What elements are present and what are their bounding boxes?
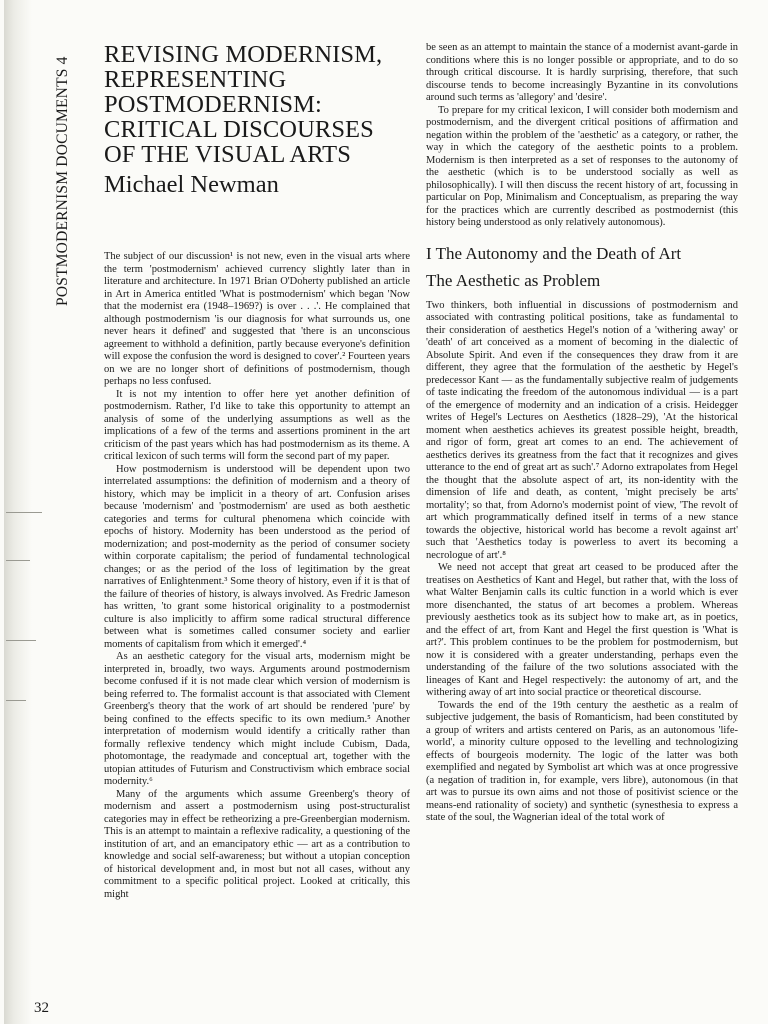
section-heading: I The Autonomy and the Death of Art bbox=[426, 243, 682, 263]
scan-artifact bbox=[6, 640, 36, 641]
body-paragraph: How postmodernism is understood will be dependent upon two interrelated assumptions: the definition of modernism and a theory of history, which may be implicit in a theory of art. Confusion arises because 'modernism' and 'postmodernism' are used as both aesthetic categories and terms for cultural phenomena which coincide with epochs of history. Modernity has been understood as the period of modernization; and post-modernity as the period of consumer society within corporate capitalism; the period of fundamental technological changes; or as the period of the loss of legitimation by the great narratives of Enlightenment.³ Some theory of history, even if it is that of the failure of theories of history, is always involved. As Fredric Jameson has written, 'to grant some historical originality to a postmodernist culture is also implicitly to affirm some radical structural difference between what is sometimes called consumer society and earlier moments of capitalism from which it emerged'.⁴ bbox=[104, 463, 410, 650]
article-author: Michael Newman bbox=[104, 171, 279, 198]
running-series-title: POSTMODERNISM DOCUMENTS 4 bbox=[54, 56, 71, 306]
subsection-heading: The Aesthetic as Problem bbox=[426, 270, 601, 290]
title-line: REPRESENTING bbox=[104, 66, 287, 93]
title-line: POSTMODERNISM: bbox=[104, 91, 322, 118]
body-paragraph: be seen as an attempt to maintain the stance of a modernist avant-garde in conditions where this is no longer possible or appropriate, and to do so through critical discourse. It is hardly surprising, therefore, that such discourse tends to become increasingly Byzantine in its convolutions around such terms as 'allegory' and 'desire'. bbox=[426, 42, 738, 103]
scan-artifact bbox=[6, 700, 26, 701]
body-paragraph: It is not my intention to offer here yet another definition of postmodernism. Rather, I'd like to take this opportunity to attempt an analysis of some of the underlying assumptions as well as the implications of a few of the terms and assertions prominent in the art criticism of the past years which has had postmodernism as its theme. A critical lexicon of such terms will form the second part of my paper. bbox=[104, 388, 410, 462]
body-paragraph: To prepare for my critical lexicon, I will consider both modernism and postmodernism, and the divergent critical positions of affirmation and negation within the problem of the 'aesthetic' as a category, or rather, the way in which the category of the aesthetic points to a problem. Modernism is then interpreted as a set of responses to the autonomy of the aesthetic (which is to be understood socially as well as philosophically). I will then discuss the recent history of art, focussing in particular on Pop, Minimalism and Conceptualism, as preparing the way for the practices which are currently described as postmodernist (this history being understood as only relatively autonomous). bbox=[426, 104, 738, 228]
title-line: OF THE VISUAL ARTS bbox=[104, 141, 351, 168]
scan-artifact bbox=[6, 560, 30, 561]
body-paragraph: Many of the arguments which assume Greenberg's theory of modernism and assert a postmodernism using post-structuralist categories may in effect be retheorizing a pre-Greenbergian modernism. This is an attempt to maintain a reflexive radicality, a questioning of the institution of art, and an emancipatory ethic — art as a contribution to knowledge and social self-awareness; but without a utopian conception of historical development and, in most but not all cases, without any commitment to a specific political project. Looked at critically, this might bbox=[104, 788, 410, 900]
title-line: CRITICAL DISCOURSES bbox=[104, 116, 374, 143]
body-paragraph: Two thinkers, both influential in discussions of postmodernism and associated with contrasting political positions, take as fundamental to their consideration of aesthetics Hegel's notion of a 'withering away' or 'death' of art conceived as a moment of becoming in the dialectic of Absolute Spirit. And even if the consequences they draw from it are different, they agree that the formulation of the aesthetic by Hegel's predecessor Kant — as the fundamentally subjective realm of judgements of taste indicating the freedom of the autonomous individual — is a part of the emergence of modernity and an indication of a crisis. Heidegger writes of Hegel's Lectures on Aesthetics (1828–29), 'At the historical moment when aesthetics achieves its greatest possible height, breadth, and rigor of form, great art comes to an end. The achievement of aesthetics derives its greatness from the fact that it recognizes and gives utterance to the end of great art as such'.⁷ Adorno extrapolates from Hegel the thought that the absolute aspect of art, its non-identity with the dimension of life and death, as content, 'might precisely be arts' mortality'; so that, from Adorno's modernist point of view, 'The revolt of art which programmatically defined itself in terms of a new stance towards the objective, historical world has become a revolt against art' such that 'Aesthetics today is powerless to avert its becoming a necrologue of art'.⁸ bbox=[426, 299, 738, 561]
page-number: 32 bbox=[34, 1000, 49, 1016]
left-body-text bbox=[104, 251, 410, 901]
scan-artifact bbox=[6, 512, 42, 513]
left-column bbox=[104, 42, 410, 901]
title-line: REVISING MODERNISM, bbox=[104, 41, 383, 68]
right-column bbox=[426, 42, 738, 825]
body-paragraph: As an aesthetic category for the visual arts, modernism might be interpreted in, broadly, two ways. Arguments around postmodernism become confused if it is not made clear which version of modernism is being referred to. The formalist account is that associated with Clement Greenberg's theory that the work of art should be rendered 'pure' by being confined to the effects specific to its own medium.⁵ Another interpretation of modernism would identify a critically rather than formally reflexive tendency which might include Cubism, Dada, photomontage, the readymade and conceptual art, together with the utopian attitudes of Futurism and Constructivism which embrace social modernity.⁶ bbox=[104, 651, 410, 787]
body-paragraph: Towards the end of the 19th century the aesthetic as a realm of subjective judgement, the basis of Romanticism, had been constituted by a group of writers and artists centered on Paris, as an autonomous 'life-world', a minority culture opposed to the levelling and technologizing effects of bourgeois modernity. The logic of the latter was both exemplified and negated by Symbolist art which was at once progressive (a negation of tradition in, for example, vers libre), autonomous (in that art was to pursue its own aims and not those of positivist science or the means-end rationality of society) and synthetic (synesthesia to express a state of the soul, the Wagnerian ideal of the total work of bbox=[426, 699, 738, 823]
body-paragraph: The subject of our discussion¹ is not new, even in the visual arts where the term 'postmodernism' achieved currency slightly later than in literature and architecture. In 1971 Brian O'Doherty published an article in Art in America entitled 'What is postmodernism' which began 'Now that the modernist era (1948–1969?) is over . . .'. He complained that although postmodernism 'is our diagnosis for what surrounds us, one never hears it defined' and suggested that 'there is an unconscious agreement to withhold a definition, partly because everyone's definition will expose the confusion the word is designed to cover'.² Fourteen years on we are no longer short of definitions of postmodernism, though perhaps no less confused. bbox=[104, 251, 410, 387]
article-title bbox=[104, 42, 410, 167]
body-paragraph: We need not accept that great art ceased to be produced after the treatises on Aesthetics of Kant and Hegel, but rather that, with the loss of what Walter Benjamin calls its cultic function in a world which is ever more disenchanted, the status of art becomes a problem. Whereas previously aesthetics took as its subject how to make art, as in poetics, and the effect of art, from Kant and Hegel the first question is 'What is art?'. This problem continues to be the problem for postmodernism, but now it is considered with a greater understanding, perhaps even the understanding of the failure of the two solutions associated with the lineages of Kant and Hegel respectively: the autonomy of art, and the withering away of art into social practice or theoretical discourse. bbox=[426, 562, 738, 698]
